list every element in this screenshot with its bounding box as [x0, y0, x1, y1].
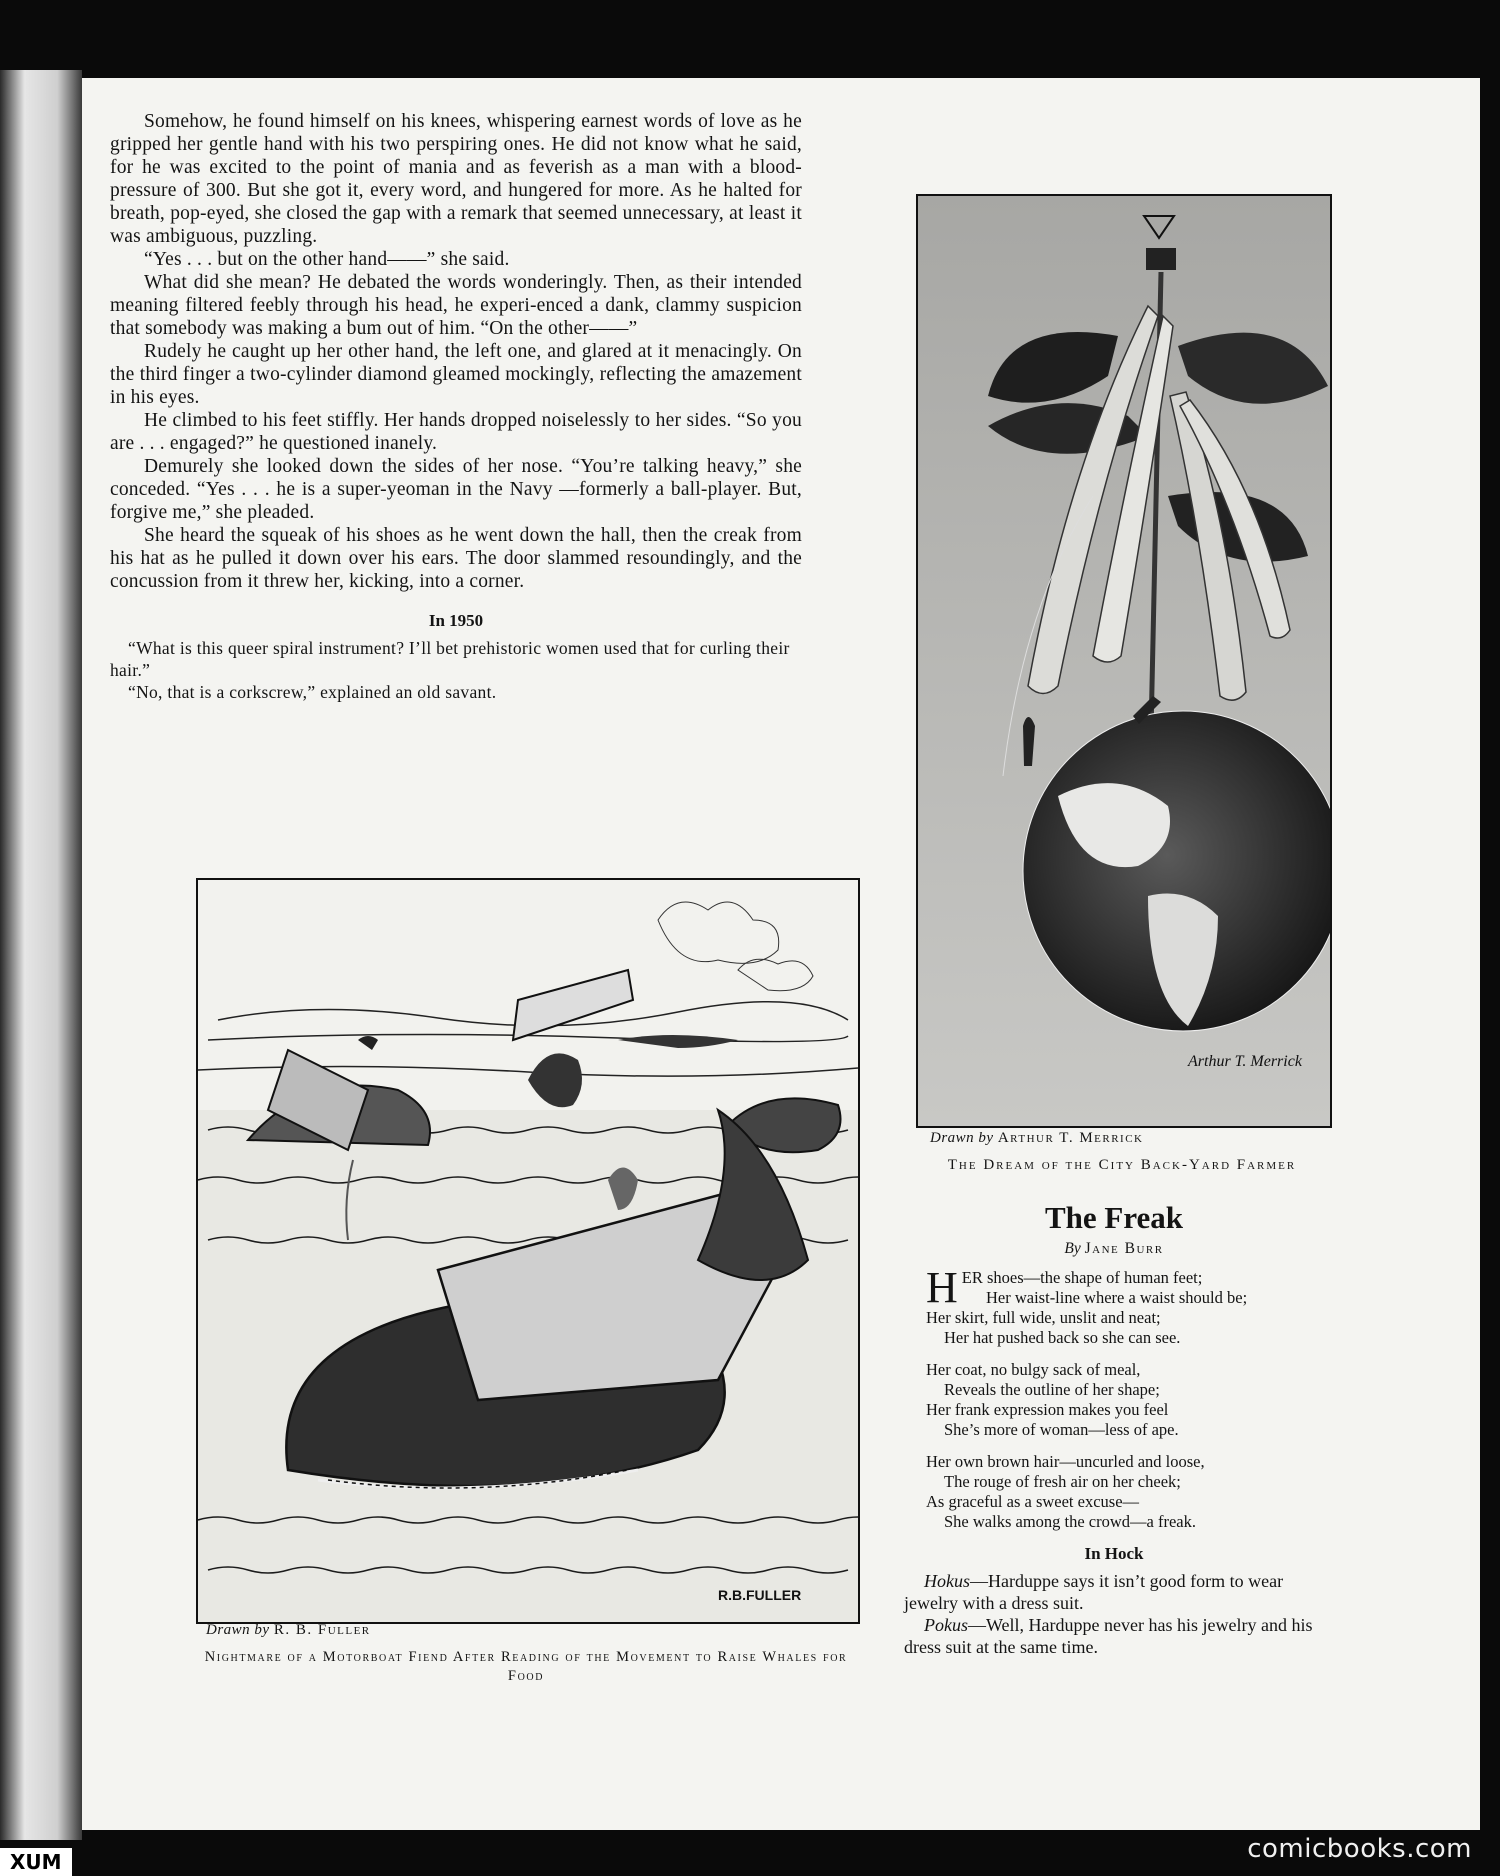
- bean-globe-drawing: [918, 196, 1330, 1126]
- poem-stanza: [926, 1452, 1324, 1532]
- poem-title: The Freak: [1044, 1200, 1184, 1235]
- joke-title: In Hock: [1084, 1544, 1144, 1563]
- joke-title: In 1950: [428, 611, 484, 630]
- poem-line: The rouge of fresh air on her cheek;: [944, 1472, 1181, 1491]
- poem-line: She walks among the crowd—a freak.: [944, 1512, 1197, 1531]
- joke-line: [904, 1570, 1324, 1614]
- poem-section: [904, 1200, 1324, 1658]
- drawing-caption: The Dream of the City Back-Yard Farmer: [947, 1157, 1297, 1173]
- story-paragraph: Demurely she looked down the sides of her nose. “You’re talking heavy,” she conceded. “Yes . . . he is a super-yeoman in the Navy —formerly a ball-player. But, forgive me,” she pleaded.: [110, 456, 802, 523]
- poem-byline: [904, 1240, 1324, 1258]
- poem-line: As graceful as a sweet excuse—: [926, 1492, 1140, 1511]
- story-paragraph: He climbed to his feet stiffly. Her hands dropped noiselessly to her sides. “So you are . . . engaged?” he questioned inanely.: [110, 410, 802, 454]
- cartoon-credit: [206, 1622, 371, 1639]
- dialogue: —Harduppe says it isn’t good form to wear jewelry with a dress suit.: [904, 1571, 1284, 1613]
- credit-artist: Arthur T. Merrick: [997, 1130, 1144, 1146]
- bean-globe-illustration: [916, 194, 1332, 1128]
- poem-line: ER shoes—the shape of human feet;: [961, 1268, 1203, 1287]
- joke-text: [110, 637, 802, 703]
- poem-line: Her skirt, full wide, unslit and neat;: [926, 1308, 1161, 1327]
- poem-line: Her waist-line where a waist should be;: [986, 1288, 1248, 1307]
- whale-cartoon-illustration: [196, 878, 860, 1624]
- story-paragraph: Rudely he caught up her other hand, the left one, and glared at it menacingly. On the third finger a two-cylinder diamond gleamed mockingly, reflecting the amazement in his eyes.: [110, 341, 802, 408]
- corner-tag: XUM: [0, 1848, 72, 1876]
- speaker: Hokus: [924, 1571, 970, 1591]
- poem-line: She’s more of woman—less of ape.: [944, 1420, 1179, 1439]
- byline-prefix: By: [1064, 1240, 1081, 1257]
- joke-line: “No, that is a corkscrew,” explained an old savant.: [128, 682, 497, 702]
- story-text: [110, 110, 802, 593]
- drawing-credit: [930, 1130, 1144, 1147]
- story-paragraph: She heard the squeak of his shoes as he went down the hall, then the creak from his hat as he pulled it down over his ears. The door slammed resoundingly, and the concussion from it threw her, kicking, into a corner.: [110, 525, 802, 592]
- poem-line: Reveals the outline of her shape;: [944, 1380, 1160, 1399]
- dialogue: —Well, Harduppe never has his jewelry and his dress suit at the same time.: [904, 1615, 1313, 1657]
- story-paragraph: Somehow, he found himself on his knees, whispering earnest words of love as he gripped her gentle hand with his two perspiring ones. He did not know what he said, for he was excited to the point of mania and as feverish as a man with a blood-pressure of 300. But she got it, every word, and hungered for more. As he halted for breath, pop-eyed, she closed the gap with a remark that seemed unnecessary, at least it was ambiguous, puzzling.: [110, 111, 802, 247]
- story-paragraph: What did she mean? He debated the words wonderingly. Then, as their intended meaning filtered feebly through his head, he experi-enced a dank, clammy suspicion that somebody was making a bum out of him. “On the other——”: [110, 272, 802, 339]
- cartoon-caption: Nightmare of a Motorboat Fiend After Reading of the Movement to Raise Whales for Food: [204, 1649, 848, 1684]
- cartoon-signature: R.B.FULLER: [718, 1587, 802, 1603]
- story-paragraph: “Yes . . . but on the other hand——” she said.: [144, 249, 510, 270]
- poem-stanza: [926, 1360, 1324, 1440]
- drop-cap: H: [926, 1263, 958, 1312]
- whale-cartoon-drawing: [198, 880, 858, 1622]
- drawing-signature: Arthur T. Merrick: [1188, 1053, 1302, 1070]
- poem-line: Her frank expression makes you feel: [926, 1400, 1169, 1419]
- speaker: Pokus: [924, 1615, 968, 1635]
- poem-line: Her hat pushed back so she can see.: [944, 1328, 1181, 1347]
- poem-line: Her own brown hair—uncurled and loose,: [926, 1452, 1205, 1471]
- poem-stanza: [926, 1263, 1324, 1348]
- credit-artist: R. B. Fuller: [273, 1622, 371, 1638]
- joke-line: [904, 1614, 1324, 1658]
- left-page-edge: [0, 70, 82, 1840]
- credit-prefix: Drawn by: [930, 1130, 994, 1146]
- credit-prefix: Drawn by: [206, 1622, 270, 1638]
- in-hock-joke: [904, 1570, 1324, 1658]
- site-watermark: comicbooks.com: [1247, 1834, 1472, 1864]
- poem-line: Her coat, no bulgy sack of meal,: [926, 1360, 1141, 1379]
- poem-author: Jane Burr: [1084, 1240, 1164, 1257]
- joke-line: “What is this queer spiral instrument? I’ll bet prehistoric women used that for curling their hair.”: [110, 638, 790, 680]
- left-column: [110, 110, 802, 703]
